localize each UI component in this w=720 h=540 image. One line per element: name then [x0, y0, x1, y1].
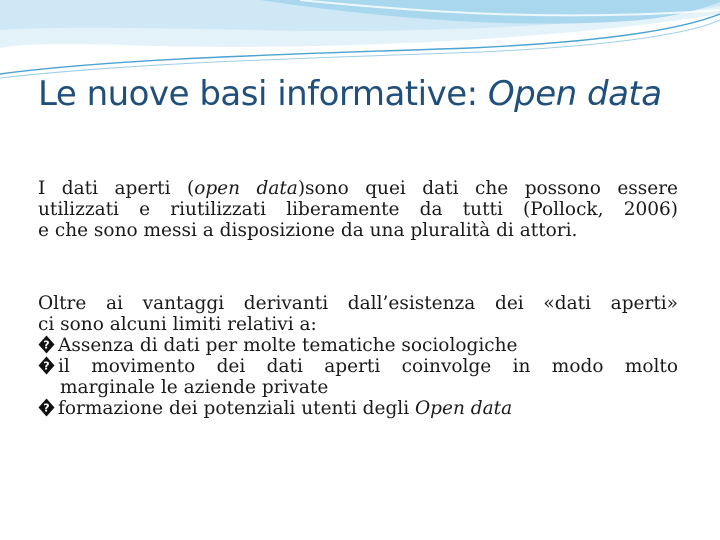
- paragraph1-line3: e che sono messi a disposizione da una pluralità di attori.: [38, 220, 578, 241]
- list-item-text: il movimento dei dati aperti coinvolge in modo molto: [58, 356, 678, 377]
- replacement-character-icon: [38, 398, 55, 417]
- text-segment: )sono quei dati che possono essere: [297, 178, 679, 199]
- svg-text:?: ?: [43, 401, 50, 415]
- paragraph1-line2: utilizzati e riutilizzati liberamente da tutti (Pollock, 2006): [38, 199, 678, 220]
- paragraph-limits: [38, 293, 678, 419]
- replacement-character-icon: [38, 335, 55, 354]
- list-item: [38, 398, 678, 419]
- title-plain: Le nuove basi informative:: [38, 74, 488, 114]
- paragraph-definition: [38, 178, 678, 241]
- title-italic: Open data: [487, 74, 662, 114]
- paragraph1-line1: [38, 178, 678, 199]
- list-item-text: formazione dei potenziali utenti degli: [58, 398, 416, 419]
- list-item: [38, 335, 678, 356]
- svg-text:?: ?: [43, 359, 50, 373]
- paragraph2-line2: ci sono alcuni limiti relativi a:: [38, 314, 317, 335]
- list-item-text: Assenza di dati per molte tematiche sociologiche: [58, 335, 518, 356]
- text-segment: I dati aperti (: [38, 178, 195, 199]
- text-segment-italic: open data: [194, 178, 298, 199]
- list-item-text-italic: Open data: [415, 398, 513, 419]
- paragraph2-line1: Oltre ai vantaggi derivanti dall’esistenza dei «dati aperti»: [38, 293, 678, 314]
- svg-text:?: ?: [43, 338, 50, 352]
- list-item-continuation: marginale le aziende private: [60, 377, 329, 398]
- replacement-character-icon: [38, 356, 55, 375]
- slide-title: [38, 74, 718, 114]
- list-item: [38, 356, 678, 377]
